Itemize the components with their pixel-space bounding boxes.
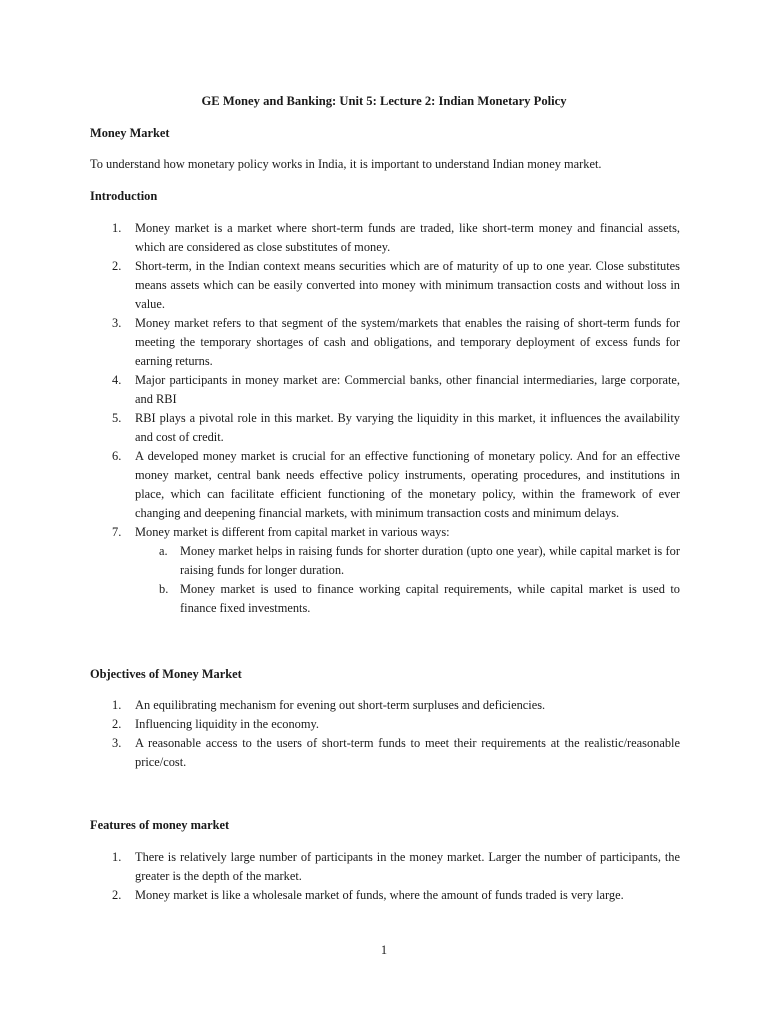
sub-list-item: a. Money market helps in raising funds for shorter duration (upto one year), while capital market is for raising funds for longer duration. — [159, 544, 680, 577]
objectives-list-block — [90, 696, 680, 772]
introduction-heading: Introduction — [90, 189, 158, 203]
list-item: 3. Money market refers to that segment of the system/markets that enables the raising of short-term funds for meeting the temporary shortages of cash and obligations, and temporary deployment of excess funds for earning returns. — [112, 316, 680, 368]
list-item: 4. Major participants in money market are: Commercial banks, other financial intermediaries, large corporate, and RBI — [112, 373, 680, 406]
list-item: 1. An equilibrating mechanism for evening out short-term surpluses and deficiencies. — [112, 698, 546, 712]
money-market-heading: Money Market — [90, 126, 170, 140]
sub-list-item: b. Money market is used to finance working capital requirements, while capital market is used to finance fixed investments. — [159, 582, 680, 615]
features-list-block — [90, 848, 680, 905]
money-market-text: To understand how monetary policy works in India, it is important to understand Indian money market. — [90, 157, 602, 171]
document-title: GE Money and Banking: Unit 5: Lecture 2: Indian Monetary Policy — [201, 94, 567, 108]
features-list — [90, 848, 680, 905]
list-item: 6. A developed money market is crucial for an effective functioning of monetary policy. And for an effective money market, central bank needs effective policy instruments, operating procedures, and institutions in place, which can facilitate efficient functioning of the monetary policy, within the framework of ever changing and deepening financial markets, with minimum transaction costs and minimum delays. — [112, 449, 680, 520]
list-item: 2. Influencing liquidity in the economy. — [112, 717, 319, 731]
list-item: 7. Money market is different from capital market in various ways: a. Money market helps in raising funds for shorter duration (upto one year), while capital market is for raising funds for longer duration. b. Money market is used to finance working capital requirements, while capital market is used to finance fixed investments. — [90, 523, 680, 618]
list-item: 1. Money market is a market where short-term funds are traded, like short-term money and financial assets, which are considered as close substitutes of money. — [112, 221, 680, 254]
introduction-list — [90, 219, 680, 618]
list-item: 5. RBI plays a pivotal role in this market. By varying the liquidity in this market, it influences the availability and cost of credit. — [112, 411, 680, 444]
objectives-list — [90, 696, 680, 772]
list-item: 3. A reasonable access to the users of short-term funds to meet their requirements at the realistic/reasonable price/cost. — [112, 736, 680, 769]
features-heading: Features of money market — [90, 818, 230, 832]
list-item: 1. There is relatively large number of participants in the money market. Larger the number of participants, the greater is the depth of the market. — [112, 850, 680, 883]
sub-list — [135, 542, 680, 618]
list-item: 2. Short-term, in the Indian context means securities which are of maturity of up to one year. Close substitutes means assets which can be easily converted into money with minimum transaction costs and without loss in value. — [112, 259, 680, 311]
list-item: 2. Money market is like a wholesale market of funds, where the amount of funds traded is very large. — [112, 888, 624, 902]
introduction-list-block — [90, 219, 680, 618]
objectives-heading: Objectives of Money Market — [90, 667, 242, 681]
page-number: 1 — [380, 943, 388, 957]
